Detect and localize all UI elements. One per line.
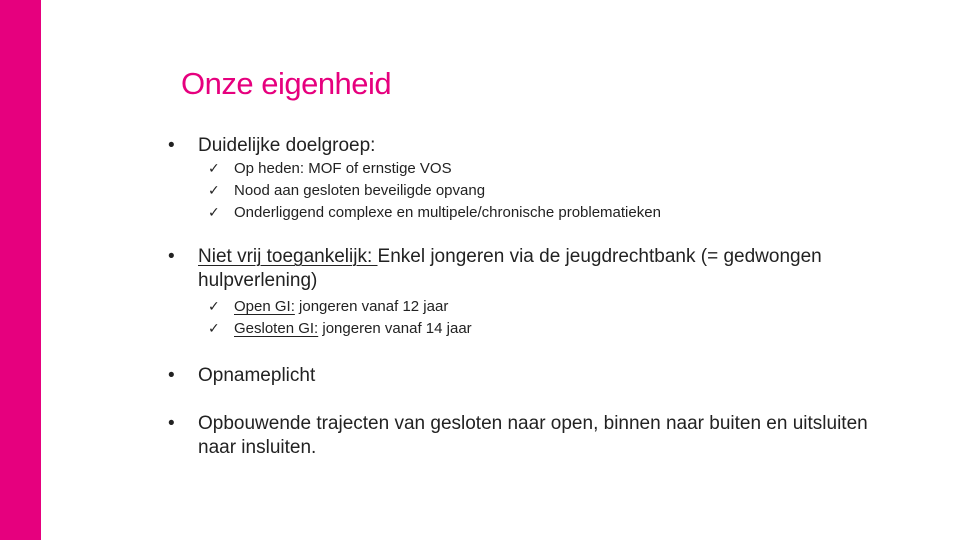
bullet-text: Duidelijke doelgroep: [198,135,376,156]
bullet-text: Opnameplicht [198,365,316,386]
check-text: Onderliggend complexe en multipele/chronische problematieken [234,204,661,221]
check-text-underlined: Open GI: [234,298,295,315]
check-text: Nood aan gesloten beveiligde opvang [234,182,486,199]
bullet-text: Opbouwende trajecten van gesloten naar open, binnen naar buiten en uitsluiten naar insluiten. [198,413,868,458]
check-text: jongeren vanaf 14 jaar [318,320,472,337]
bullet-text-underlined: Niet vrij toegankelijk: [198,246,378,267]
bullet-trajecten [168,412,878,460]
bullet-doelgroep [168,134,878,158]
list-item [208,295,472,317]
check-text: jongeren vanaf 12 jaar [294,298,449,315]
check-icon: ✓ [208,160,220,176]
accent-side-bar [0,0,41,540]
bullet-icon: • [168,135,175,156]
bullet-icon: • [168,413,175,434]
check-text-underlined: Gesloten GI: [234,320,319,337]
check-icon: ✓ [208,298,220,314]
bullet-toegankelijk [168,245,878,293]
checklist-gi [208,295,472,339]
bullet-text: Enkel jongeren via de jeugdrechtbank (= gedwongen hulpverlening) [198,246,822,291]
slide-title: Onze eigenheid [181,66,392,101]
check-icon: ✓ [208,320,220,336]
check-text: Op heden: MOF of ernstige VOS [234,160,452,177]
bullet-icon: • [168,365,175,386]
list-item [208,179,661,201]
check-icon: ✓ [208,182,220,198]
bullet-opnameplicht [168,364,878,388]
check-icon: ✓ [208,204,220,220]
list-item [208,201,661,223]
bullet-icon: • [168,246,175,267]
list-item [208,157,661,179]
checklist-doelgroep [208,157,661,223]
list-item [208,317,472,339]
